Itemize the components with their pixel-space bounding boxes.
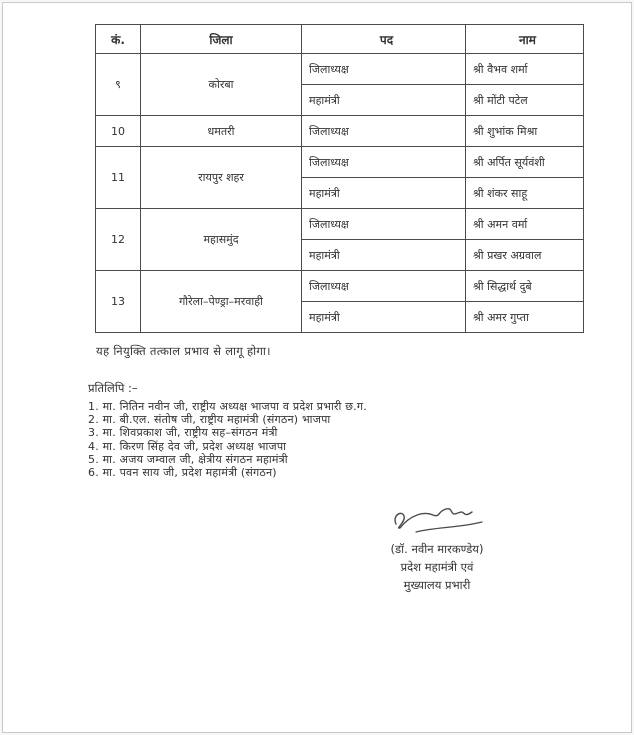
post-cell: जिलाध्यक्ष <box>302 209 466 240</box>
copy-list-item: 3. मा. शिवप्रकाश जी, राष्ट्रीय सह–संगठन मंत्री <box>88 426 278 440</box>
name-cell: श्री अमर गुप्ता <box>466 302 584 333</box>
name-cell: श्री अमन वर्मा <box>466 209 584 240</box>
copy-list-item: 6. मा. पवन साय जी, प्रदेश महामंत्री (संगठन) <box>88 466 277 480</box>
col-header-district: जिला <box>141 25 302 54</box>
signatory-name: (डॉ. नवीन मारकण्डेय) <box>390 542 484 556</box>
col-header-name: नाम <box>466 25 584 54</box>
district-cell: धमतरी <box>141 116 302 147</box>
copy-list-item: 2. मा. बी.एल. संतोष जी, राष्ट्रीय महामंत्री (संगठन) भाजपा <box>88 413 331 427</box>
post-cell: जिलाध्यक्ष <box>302 147 466 178</box>
row-number-cell: 13 <box>96 271 141 333</box>
table-row <box>96 271 584 302</box>
row-number-cell: 10 <box>96 116 141 147</box>
row-number-cell: 11 <box>96 147 141 209</box>
name-cell: श्री प्रखर अग्रवाल <box>466 240 584 271</box>
col-header-number: कं. <box>96 25 141 54</box>
copy-list-item: 5. मा. अजय जम्वाल जी, क्षेत्रीय संगठन महामंत्री <box>88 452 288 466</box>
handwritten-signature-icon <box>386 502 494 536</box>
effective-immediately-note: यह नियुक्ति तत्काल प्रभाव से लागू होगा। <box>96 344 271 358</box>
post-cell: महामंत्री <box>302 85 466 116</box>
appointments-table <box>95 24 584 333</box>
name-cell: श्री मोंटी पटेल <box>466 85 584 116</box>
table-row <box>96 147 584 178</box>
post-cell: जिलाध्यक्ष <box>302 271 466 302</box>
district-cell: गौरेला–पेण्ड्रा–मरवाही <box>141 271 302 333</box>
post-cell: महामंत्री <box>302 302 466 333</box>
copy-list-item: 4. मा. किरण सिंह देव जी, प्रदेश अध्यक्ष भाजपा <box>88 439 287 453</box>
row-number-cell: ९ <box>96 54 141 116</box>
district-cell: कोरबा <box>141 54 302 116</box>
district-cell: रायपुर शहर <box>141 147 302 209</box>
copy-to-heading: प्रतिलिपि :– <box>88 381 138 395</box>
post-cell: जिलाध्यक्ष <box>302 54 466 85</box>
scanned-document-page <box>2 2 632 733</box>
table-row <box>96 116 584 147</box>
copy-list <box>88 400 367 479</box>
post-cell: महामंत्री <box>302 240 466 271</box>
post-cell: महामंत्री <box>302 178 466 209</box>
signatory-block <box>359 540 515 594</box>
col-header-post: पद <box>302 25 466 54</box>
name-cell: श्री अर्पित सूर्यवंशी <box>466 147 584 178</box>
district-cell: महासमुंद <box>141 209 302 271</box>
signatory-title: प्रदेश महामंत्री एवं <box>400 560 474 574</box>
table-header-row <box>96 25 584 54</box>
table-row <box>96 209 584 240</box>
copy-list-item: 1. मा. नितिन नवीन जी, राष्ट्रीय अध्यक्ष भाजपा व प्रदेश प्रभारी छ.ग. <box>88 400 367 413</box>
post-cell: जिलाध्यक्ष <box>302 116 466 147</box>
row-number-cell: 12 <box>96 209 141 271</box>
name-cell: श्री शंकर साहू <box>466 178 584 209</box>
name-cell: श्री शुभांक मिश्रा <box>466 116 584 147</box>
name-cell: श्री वैभव शर्मा <box>466 54 584 85</box>
table-row <box>96 54 584 85</box>
signatory-title: मुख्यालय प्रभारी <box>403 578 471 592</box>
name-cell: श्री सिद्धार्थ दुबे <box>466 271 584 302</box>
